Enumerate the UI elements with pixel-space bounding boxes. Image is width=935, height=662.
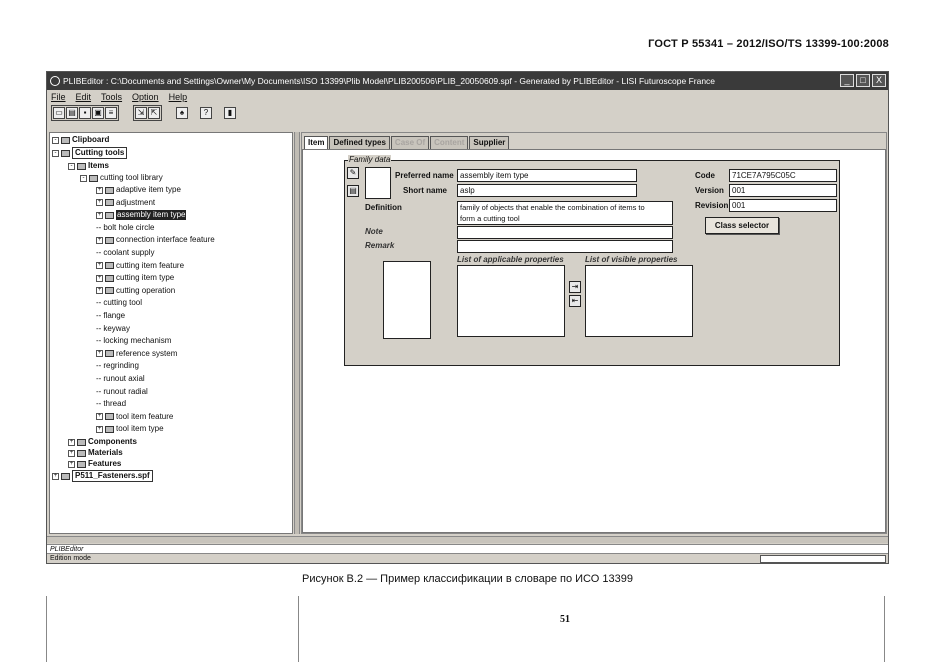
expand-icon[interactable]: +: [97, 262, 102, 269]
tree-item[interactable]: [96, 298, 142, 308]
status-field: [760, 555, 886, 563]
leaf-connector: --: [96, 336, 102, 346]
tree-item[interactable]: [96, 387, 148, 397]
tree-item[interactable]: [96, 273, 174, 283]
leaf-connector: --: [96, 248, 102, 257]
definition-field[interactable]: [457, 201, 673, 225]
leaf-connector: --: [96, 386, 102, 396]
status-bar: [47, 553, 888, 563]
page-edge-left: [46, 596, 47, 662]
edit-icon[interactable]: ✎: [347, 167, 359, 179]
tree-item[interactable]: [96, 324, 130, 334]
menu-edit[interactable]: Edit: [75, 92, 92, 102]
visible-properties-label: List of visible properties: [585, 255, 678, 264]
expand-icon[interactable]: +: [69, 449, 74, 456]
tree-item-materials[interactable]: + Materials: [69, 448, 123, 457]
leaf-connector: --: [96, 222, 102, 232]
folder-icon: [105, 426, 114, 433]
tree-item[interactable]: [96, 248, 154, 258]
leaf-connector: --: [96, 361, 102, 371]
tree-item[interactable]: [96, 374, 145, 384]
version-label: Version: [695, 186, 724, 195]
tree-item[interactable]: [96, 286, 175, 296]
applicable-properties-list[interactable]: [457, 265, 565, 337]
app-name-status: PLIBEditor: [47, 544, 888, 553]
expand-icon[interactable]: +: [69, 460, 74, 467]
family-data-group: [344, 155, 840, 366]
expand-icon[interactable]: +: [97, 425, 102, 432]
tree-item[interactable]: [96, 210, 186, 220]
tab-bar: [302, 133, 886, 149]
folder-icon: [105, 237, 114, 244]
tree-item-label: runout axial: [103, 374, 145, 383]
tree-item-cutting-tools[interactable]: - Cutting tools: [52, 148, 127, 158]
figure-caption: Рисунок В.2 — Пример классификации в словаре по ИСО 13399: [302, 573, 633, 585]
new-icon[interactable]: ▭: [53, 107, 65, 119]
tree-item[interactable]: [96, 424, 164, 434]
print-icon[interactable]: ≡: [105, 107, 117, 119]
leaf-connector: --: [96, 298, 102, 308]
expand-icon[interactable]: +: [97, 199, 102, 206]
menu-bar: [47, 90, 888, 104]
expand-icon[interactable]: +: [69, 438, 74, 445]
folder-icon: [105, 199, 114, 206]
family-data-legend: Family data: [349, 155, 391, 164]
class-selector-button[interactable]: Class selector: [705, 217, 779, 234]
tree-item-label: reference system: [116, 348, 178, 358]
file-tool-group: [51, 105, 119, 121]
page-number: 51: [560, 614, 570, 625]
folder-icon: [77, 450, 86, 457]
tree-item-label: assembly item type: [117, 210, 186, 220]
preferred-name-label: Preferred name: [395, 171, 454, 180]
tree-item-label: regrinding: [103, 361, 139, 371]
toolbar: [47, 104, 888, 122]
tab-supplier[interactable]: Supplier: [469, 136, 509, 149]
close-button[interactable]: X: [872, 74, 886, 87]
note-label: Note: [365, 227, 383, 236]
short-name-field[interactable]: aslp: [457, 184, 637, 197]
tree-item[interactable]: [96, 223, 154, 233]
move-left-icon[interactable]: ⇤: [569, 295, 581, 307]
expand-icon[interactable]: +: [97, 211, 102, 218]
tree-item-label: tool item type: [116, 424, 164, 434]
tree-item-label: cutting item feature: [116, 260, 185, 270]
tree-item-label: connection interface feature: [116, 235, 215, 245]
minimize-button[interactable]: _: [840, 74, 854, 87]
short-name-label: Short name: [403, 186, 448, 195]
save-icon[interactable]: ▪: [79, 107, 91, 119]
import-icon[interactable]: ⇲: [135, 107, 147, 119]
tab-defined-types[interactable]: Defined types: [329, 136, 389, 149]
page-edge: [884, 596, 885, 662]
file-icon: [61, 473, 70, 480]
folder-icon: [105, 262, 114, 269]
folder-icon: [105, 287, 114, 294]
tab-item[interactable]: Item: [304, 136, 328, 149]
tree-item-label: flange: [103, 311, 126, 320]
tree-item-features[interactable]: + Features: [69, 459, 122, 468]
menu-option[interactable]: Option: [132, 92, 159, 102]
image-placeholder[interactable]: [365, 167, 391, 199]
expand-icon[interactable]: +: [97, 274, 102, 281]
tree-item-label: cutting operation: [116, 285, 176, 295]
maximize-button[interactable]: □: [856, 74, 870, 87]
tab-content: Content: [430, 136, 468, 149]
remark-label: Remark: [365, 241, 395, 250]
tree-item-label: adjustment: [116, 197, 156, 207]
edition-mode-status: Edition mode: [50, 555, 91, 562]
tree-item-label: adaptive item type: [116, 185, 181, 194]
move-right-icon[interactable]: ⇥: [569, 281, 581, 293]
title-bar: [47, 72, 888, 90]
app-icon: [50, 76, 60, 86]
note-field[interactable]: [457, 226, 673, 239]
tree-item-components[interactable]: + Components: [69, 437, 137, 446]
open-icon[interactable]: ▤: [66, 107, 78, 119]
expand-icon[interactable]: +: [97, 350, 102, 357]
preview-box: [383, 261, 431, 339]
code-field[interactable]: 71CE7A795C05C: [729, 169, 837, 182]
transfer-tool-group: [133, 105, 162, 121]
tree-item-library[interactable]: - cutting tool library: [80, 173, 163, 183]
definition-line-2: form a cutting tool: [460, 214, 520, 223]
folder-icon: [105, 187, 114, 194]
help-icon[interactable]: ?: [200, 107, 212, 119]
page-divider: [298, 596, 299, 662]
tree-item[interactable]: [96, 349, 177, 359]
revision-field[interactable]: 001: [729, 199, 837, 212]
menu-file[interactable]: File: [51, 92, 66, 102]
visible-properties-list[interactable]: [585, 265, 693, 337]
expand-icon[interactable]: +: [97, 287, 102, 294]
applicable-properties-label: List of applicable properties: [457, 255, 564, 264]
folder-icon: [77, 163, 86, 170]
tree-item[interactable]: [96, 198, 155, 208]
tree-item[interactable]: [96, 311, 125, 321]
plib-editor-window: [46, 71, 889, 564]
tab-case-of: Case Of: [391, 136, 429, 149]
expand-icon[interactable]: +: [53, 472, 58, 479]
folder-icon: [77, 461, 86, 468]
folder-icon: [105, 350, 114, 357]
pane-splitter[interactable]: [294, 132, 300, 534]
tree-item[interactable]: [96, 185, 181, 195]
folder-icon: [77, 439, 86, 446]
tree-item[interactable]: [96, 412, 173, 422]
tree-item-label: locking mechanism: [103, 336, 172, 346]
document-icon[interactable]: ▤: [347, 185, 359, 197]
tree-item-label: keyway: [103, 323, 131, 333]
clipboard-icon: [61, 137, 70, 144]
horizontal-scrollbar[interactable]: [47, 536, 888, 543]
tree-item[interactable]: [96, 399, 126, 409]
folder-icon: [105, 275, 114, 282]
tree-item-label: tool item feature: [116, 411, 174, 421]
definition-label: Definition: [365, 203, 402, 212]
definition-line-1: family of objects that enable the combination of items to: [460, 203, 645, 212]
expand-icon[interactable]: -: [52, 137, 59, 144]
leaf-connector: --: [96, 323, 102, 333]
folder-icon: [61, 150, 70, 157]
expand-icon[interactable]: -: [68, 163, 75, 170]
tree-item[interactable]: [96, 336, 171, 346]
tree-item-label: bolt hole circle: [103, 222, 155, 232]
document-header: ГОСТ Р 55341 – 2012/ISO/TS 13399-100:2008: [648, 38, 889, 50]
window-controls: [840, 74, 886, 87]
expand-icon[interactable]: -: [52, 150, 59, 157]
leaf-connector: --: [96, 311, 102, 320]
remark-field[interactable]: [457, 240, 673, 253]
leaf-connector: --: [96, 399, 102, 409]
window-title: PLIBEditor : C:\Documents and Settings\Owner\My Documents\ISO 13399\Plib Model\PLIB200506\PLIB_20050609.spf - Generated by PLIBEditor - LISI Futuroscope France: [63, 76, 716, 86]
tree-item[interactable]: [96, 261, 184, 271]
item-tab-panel: [302, 149, 886, 533]
revision-label: Revision: [695, 201, 729, 210]
exit-icon[interactable]: ▮: [224, 107, 236, 119]
version-field[interactable]: 001: [729, 184, 837, 197]
preferred-name-field[interactable]: assembly item type: [457, 169, 637, 182]
code-label: Code: [695, 171, 715, 180]
expand-icon[interactable]: -: [80, 175, 87, 182]
tree-item-label: coolant supply: [103, 248, 155, 257]
tree-item[interactable]: [96, 235, 215, 245]
detail-panel: [301, 132, 887, 534]
menu-help[interactable]: Help: [168, 92, 188, 102]
folder-icon: [89, 175, 98, 182]
dictionary-tree: [49, 132, 293, 534]
expand-icon[interactable]: +: [97, 236, 102, 243]
folder-icon: [105, 212, 114, 219]
tree-item-clipboard[interactable]: - Clipboard: [52, 135, 109, 145]
tree-item-fasteners[interactable]: + P511_Fasteners.spf: [52, 471, 153, 481]
expand-icon[interactable]: +: [97, 186, 102, 193]
tree-item-label: cutting tool: [103, 298, 143, 308]
tree-item-label: runout radial: [103, 386, 148, 396]
tree-item[interactable]: [96, 361, 139, 371]
export-icon[interactable]: ⇱: [148, 107, 160, 119]
expand-icon[interactable]: +: [97, 413, 102, 420]
save-as-icon[interactable]: ▣: [92, 107, 104, 119]
tree-item-label: thread: [103, 399, 127, 409]
leaf-connector: --: [96, 374, 102, 383]
find-icon[interactable]: ♠: [176, 107, 188, 119]
menu-tools[interactable]: Tools: [101, 92, 123, 102]
folder-icon: [105, 413, 114, 420]
tree-item-label: cutting item type: [116, 273, 175, 283]
tree-item-items[interactable]: - Items: [68, 161, 109, 171]
